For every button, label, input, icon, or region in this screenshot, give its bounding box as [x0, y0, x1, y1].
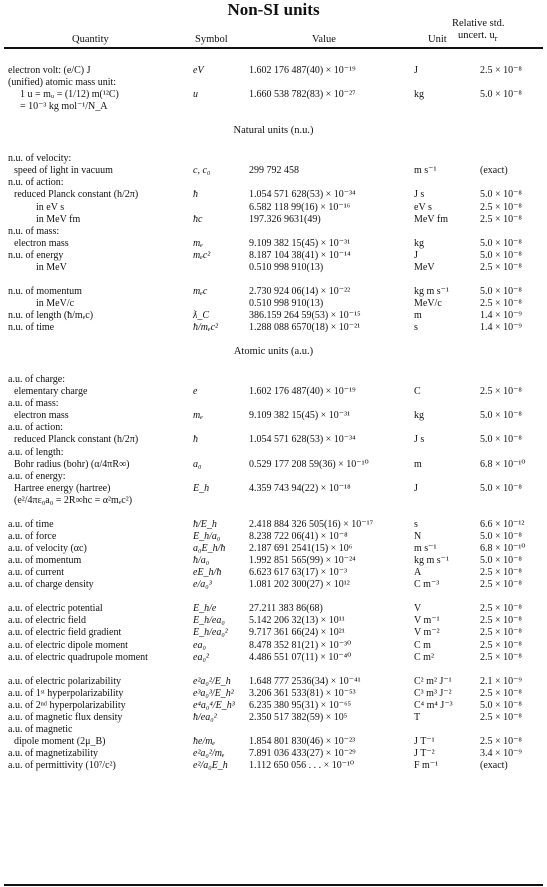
unit-cell: m s⁻¹ — [414, 165, 437, 177]
quantity-cell: n.u. of mass: — [8, 225, 60, 237]
table-row — [0, 615, 547, 627]
quantity-cell: electron mass — [14, 237, 69, 249]
quantity-cell: in MeV — [36, 261, 67, 273]
value-cell: 1.602 176 487(40) × 10⁻¹⁹ — [249, 65, 356, 76]
uncertainty-cell: 2.5 × 10⁻⁸ — [480, 261, 522, 273]
uncertainty-cell: 2.5 × 10⁻⁸ — [480, 711, 522, 723]
table-row — [0, 250, 547, 262]
symbol-cell: mₑc — [193, 285, 208, 297]
header-value: Value — [312, 34, 336, 45]
quantity-cell: a.u. of magnetizability — [8, 748, 98, 759]
uncertainty-cell: 2.5 × 10⁻⁸ — [480, 213, 522, 225]
value-cell: 8.238 722 06(41) × 10⁻⁸ — [249, 530, 348, 542]
unit-cell: A — [414, 567, 422, 579]
quantity-cell: n.u. of energy — [8, 249, 64, 261]
symbol-cell: u — [193, 89, 198, 101]
symbol-cell: e/a₀³ — [193, 579, 212, 591]
unit-cell: MeV/c — [414, 298, 442, 309]
unit-cell: J — [414, 249, 418, 261]
table-row — [0, 640, 547, 652]
uncertainty-cell: 5.0 × 10⁻⁸ — [480, 699, 522, 711]
unit-cell: V — [414, 603, 422, 615]
symbol-cell: mₑ — [193, 410, 203, 422]
table-row — [0, 579, 547, 591]
unit-cell: V m⁻² — [414, 627, 440, 639]
uncertainty-cell: 2.5 × 10⁻⁸ — [480, 615, 522, 627]
symbol-cell: ƛ_C — [193, 310, 210, 321]
table-row — [0, 65, 547, 77]
unit-cell: J T⁻² — [414, 748, 435, 759]
table-row — [0, 165, 547, 177]
unit-cell: C m — [414, 639, 431, 651]
unit-cell: C m² — [414, 651, 434, 663]
symbol-cell: e³a₀³/E_h² — [193, 687, 234, 699]
quantity-cell: a.u. of action: — [8, 422, 63, 434]
uncertainty-cell: (exact) — [480, 165, 508, 177]
table-row — [0, 422, 547, 434]
unit-cell: C — [414, 386, 421, 398]
value-cell: 1.602 176 487(40) × 10⁻¹⁹ — [249, 386, 356, 398]
uncertainty-cell: 2.5 × 10⁻⁸ — [480, 735, 522, 747]
uncertainty-cell: 5.0 × 10⁻⁸ — [480, 410, 522, 422]
quantity-cell: a.u. of charge density — [8, 579, 94, 591]
value-cell: 1.112 650 056 . . . × 10⁻¹⁰ — [249, 760, 355, 772]
quantity-cell: a.u. of electric field gradient — [8, 627, 122, 639]
quantity-cell: electron mass — [14, 410, 69, 422]
quantity-cell: a.u. of 1ˢᵗ hyperpolarizability — [8, 687, 124, 699]
quantity-cell: n.u. of length (ħ/mₑc) — [8, 310, 94, 321]
symbol-cell: e⁴a₀⁴/E_h³ — [193, 699, 235, 711]
page-title: Non-SI units — [227, 0, 320, 19]
unit-cell: MeV — [414, 261, 435, 273]
table-row — [0, 688, 547, 700]
uncertainty-cell: 2.5 × 10⁻⁸ — [480, 651, 522, 663]
quantity-cell: n.u. of velocity: — [8, 153, 72, 165]
quantity-cell: 1 u = mᵤ = (1/12) m(¹²C) — [20, 89, 119, 101]
header-unit: Unit — [428, 34, 447, 45]
table-row — [0, 77, 547, 89]
value-cell: 4.486 551 07(11) × 10⁻⁴⁰ — [249, 651, 352, 663]
value-cell: 197.326 9631(49) — [249, 213, 321, 225]
header-rule — [4, 47, 543, 49]
value-cell: 8.478 352 81(21) × 10⁻³⁰ — [249, 639, 352, 651]
value-cell: 386.159 264 59(53) × 10⁻¹⁵ — [249, 310, 361, 321]
quantity-cell: a.u. of length: — [8, 446, 64, 458]
value-cell: 299 792 458 — [249, 165, 299, 177]
uncertainty-cell: 2.5 × 10⁻⁸ — [480, 567, 522, 579]
table-row — [0, 507, 547, 519]
uncertainty-cell: 2.5 × 10⁻⁸ — [480, 201, 522, 213]
symbol-cell: a₀ — [193, 458, 202, 470]
uncertainty-cell: 5.0 × 10⁻⁸ — [480, 555, 522, 566]
unit-cell: kg — [414, 237, 424, 249]
header-relative-line1: Relative std. — [452, 18, 505, 29]
table-row — [0, 591, 547, 603]
table-row — [0, 760, 547, 772]
value-cell: 2.187 691 2541(15) × 10⁶ — [249, 543, 353, 554]
table-row — [0, 555, 547, 567]
symbol-cell: mₑ — [193, 237, 203, 249]
unit-cell: T — [414, 711, 421, 723]
quantity-cell: = 10⁻³ kg mol⁻¹/N_A — [20, 101, 108, 113]
table-row — [0, 298, 547, 310]
unit-cell: m s⁻¹ — [414, 543, 437, 554]
table-row — [0, 676, 547, 688]
quantity-cell: electron volt: (e/C) J — [8, 65, 91, 76]
unit-cell: J s — [414, 189, 425, 201]
value-cell: 0.510 998 910(13) — [249, 261, 324, 273]
quantity-cell: a.u. of magnetic — [8, 723, 73, 735]
table-row — [0, 398, 547, 410]
table-row — [0, 386, 547, 398]
table-row — [0, 101, 547, 113]
table-row — [0, 664, 547, 676]
unit-cell: kg m s⁻¹ — [414, 285, 449, 297]
table-row — [0, 322, 547, 334]
quantity-cell: a.u. of charge: — [8, 374, 66, 386]
symbol-cell: mₑc² — [193, 249, 211, 261]
unit-cell: J — [414, 482, 418, 494]
table-row — [0, 226, 547, 238]
uncertainty-cell: 2.5 × 10⁻⁸ — [480, 298, 522, 309]
unit-cell: C² m² J⁻¹ — [414, 675, 452, 687]
uncertainty-cell: 2.5 × 10⁻⁸ — [480, 65, 522, 76]
value-cell: 3.206 361 533(81) × 10⁻⁵³ — [249, 687, 356, 699]
value-cell: 2.730 924 06(14) × 10⁻²² — [249, 285, 351, 297]
uncertainty-cell: 6.8 × 10⁻¹⁰ — [480, 543, 526, 554]
table-row — [0, 459, 547, 471]
table-row — [0, 310, 547, 322]
value-cell: 1.648 777 2536(34) × 10⁻⁴¹ — [249, 675, 361, 687]
unit-cell: m — [414, 310, 422, 321]
table-row — [0, 483, 547, 495]
quantity-cell: speed of light in vacuum — [14, 165, 113, 177]
symbol-cell: ħ/E_h — [193, 518, 217, 530]
uncertainty-cell: 2.5 × 10⁻⁸ — [480, 579, 522, 591]
footer-rule — [4, 884, 543, 886]
value-cell: 6.235 380 95(31) × 10⁻⁶⁵ — [249, 699, 352, 711]
table-row — [0, 748, 547, 760]
symbol-cell: e²/a₀E_h — [193, 760, 228, 772]
quantity-cell: n.u. of action: — [8, 177, 64, 189]
quantity-cell: reduced Planck constant (h/2π) — [14, 189, 139, 201]
value-cell: 1.992 851 565(99) × 10⁻²⁴ — [249, 555, 356, 566]
header-relative-line2: uncert. $u_r$ — [458, 30, 498, 44]
quantity-cell: a.u. of magnetic flux density — [8, 711, 123, 723]
uncertainty-cell: 5.0 × 10⁻⁸ — [480, 434, 522, 446]
symbol-cell: c, c₀ — [193, 165, 211, 177]
uncertainty-cell: 5.0 × 10⁻⁸ — [480, 189, 522, 201]
uncertainty-cell: 2.5 × 10⁻⁸ — [480, 386, 522, 398]
quantity-cell: Bohr radius (bohr) (α/4πR∞) — [14, 458, 130, 470]
quantity-cell: a.u. of electric dipole moment — [8, 639, 128, 651]
uncertainty-cell: 5.0 × 10⁻⁸ — [480, 89, 522, 101]
uncertainty-cell: 5.0 × 10⁻⁸ — [480, 237, 522, 249]
table-row — [0, 700, 547, 712]
uncertainty-cell: (exact) — [480, 760, 508, 772]
uncertainty-cell: 2.5 × 10⁻⁸ — [480, 639, 522, 651]
symbol-cell: ħ — [193, 434, 198, 446]
unit-cell: J — [414, 65, 418, 76]
table-row — [0, 286, 547, 298]
unit-cell: V m⁻¹ — [414, 615, 440, 627]
uncertainty-cell: 2.5 × 10⁻⁸ — [480, 603, 522, 615]
symbol-cell: E_h/ea₀ — [193, 615, 225, 627]
value-cell: 5.142 206 32(13) × 10¹¹ — [249, 615, 345, 627]
uncertainty-cell: 5.0 × 10⁻⁸ — [480, 482, 522, 494]
unit-cell: s — [414, 322, 418, 334]
section-title: Natural units (n.u.) — [233, 125, 314, 137]
value-cell: 2.350 517 382(59) × 10⁵ — [249, 711, 348, 723]
unit-cell: N — [414, 530, 422, 542]
uncertainty-cell: 1.4 × 10⁻⁹ — [480, 322, 522, 334]
value-cell: 1.054 571 628(53) × 10⁻³⁴ — [249, 434, 356, 446]
symbol-cell: e²a₀²/E_h — [193, 675, 231, 687]
value-cell: 1.660 538 782(83) × 10⁻²⁷ — [249, 89, 356, 101]
unit-cell: eV s — [414, 201, 432, 213]
quantity-cell: (e²/4πε₀a₀ = 2R∞hc = α²mₑc²) — [14, 494, 133, 506]
table-row — [0, 214, 547, 226]
uncertainty-cell: 3.4 × 10⁻⁹ — [480, 748, 522, 759]
uncertainty-cell: 5.0 × 10⁻⁸ — [480, 249, 522, 261]
unit-cell: MeV fm — [414, 213, 448, 225]
symbol-cell: ħ/a₀ — [193, 555, 210, 566]
unit-cell: C m⁻³ — [414, 579, 440, 591]
table-row — [0, 189, 547, 201]
value-cell: 0.510 998 910(13) — [249, 298, 324, 309]
symbol-cell: eV — [193, 65, 204, 76]
table-row — [0, 434, 547, 446]
quantity-cell: a.u. of current — [8, 567, 65, 579]
symbol-cell: ea₀ — [193, 639, 206, 651]
quantity-cell: elementary charge — [14, 386, 88, 398]
table-row — [0, 567, 547, 579]
value-cell: 8.187 104 38(41) × 10⁻¹⁴ — [249, 249, 351, 261]
uncertainty-cell: 2.1 × 10⁻⁹ — [480, 675, 522, 687]
symbol-cell: ħe/mₑ — [193, 735, 216, 747]
value-cell: 1.288 088 6570(18) × 10⁻²¹ — [249, 322, 361, 334]
table-row — [0, 495, 547, 507]
section-title: Atomic units (a.u.) — [233, 346, 314, 358]
symbol-cell: E_h/e — [193, 603, 217, 615]
table-row — [0, 712, 547, 724]
quantity-cell: in MeV/c — [36, 298, 75, 309]
table-row — [0, 410, 547, 422]
value-cell: 2.418 884 326 505(16) × 10⁻¹⁷ — [249, 518, 374, 530]
quantity-cell: a.u. of electric polarizability — [8, 675, 122, 687]
quantity-cell: a.u. of electric field — [8, 615, 87, 627]
symbol-cell: ħc — [193, 213, 203, 225]
value-cell: 7.891 036 433(27) × 10⁻²⁹ — [249, 748, 356, 759]
value-cell: 0.529 177 208 59(36) × 10⁻¹⁰ — [249, 458, 369, 470]
quantity-cell: reduced Planck constant (h/2π) — [14, 434, 139, 446]
quantity-cell: dipole moment (2μ_B) — [14, 735, 106, 747]
table-row — [0, 274, 547, 286]
table-row — [0, 531, 547, 543]
table-row — [0, 238, 547, 250]
symbol-cell: eE_h/ħ — [193, 567, 222, 579]
table-row — [0, 374, 547, 386]
uncertainty-cell: 5.0 × 10⁻⁸ — [480, 530, 522, 542]
value-cell: 9.109 382 15(45) × 10⁻³¹ — [249, 410, 351, 422]
symbol-cell: ħ/ea₀² — [193, 711, 217, 723]
symbol-cell: ea₀² — [193, 651, 209, 663]
uncertainty-cell: 6.8 × 10⁻¹⁰ — [480, 458, 526, 470]
value-cell: 27.211 383 86(68) — [249, 603, 323, 615]
quantity-cell: a.u. of 2ⁿᵈ hyperpolarizability — [8, 699, 126, 711]
unit-cell: kg m s⁻¹ — [414, 555, 449, 566]
quantity-cell: a.u. of force — [8, 530, 57, 542]
uncertainty-cell: 6.6 × 10⁻¹² — [480, 518, 525, 530]
value-cell: 9.717 361 66(24) × 10²¹ — [249, 627, 345, 639]
quantity-cell: Hartree energy (hartree) — [14, 482, 111, 494]
table-row — [0, 262, 547, 274]
uncertainty-cell: 5.0 × 10⁻⁸ — [480, 285, 522, 297]
quantity-cell: n.u. of time — [8, 322, 55, 334]
symbol-cell: E_h — [193, 482, 210, 494]
unit-cell: J T⁻¹ — [414, 735, 435, 747]
symbol-cell: E_h/ea₀² — [193, 627, 228, 639]
quantity-cell: a.u. of permittivity (10⁷/c²) — [8, 760, 116, 772]
table-row — [0, 177, 547, 189]
table-row — [0, 202, 547, 214]
unit-cell: kg — [414, 89, 424, 101]
table-row — [0, 724, 547, 736]
value-cell: 6.623 617 63(17) × 10⁻³ — [249, 567, 348, 579]
unit-cell: kg — [414, 410, 424, 422]
uncertainty-cell: 2.5 × 10⁻⁸ — [480, 627, 522, 639]
quantity-cell: a.u. of momentum — [8, 555, 82, 566]
symbol-cell: e²a₀²/mₑ — [193, 748, 225, 759]
table-row — [0, 736, 547, 748]
uncertainty-cell: 1.4 × 10⁻⁹ — [480, 310, 522, 321]
quantity-cell: a.u. of electric potential — [8, 603, 103, 615]
quantity-cell: (unified) atomic mass unit: — [8, 77, 117, 89]
unit-cell: C³ m³ J⁻² — [414, 687, 452, 699]
value-cell: 1.854 801 830(46) × 10⁻²³ — [249, 735, 356, 747]
table-row — [0, 627, 547, 639]
unit-cell: F m⁻¹ — [414, 760, 439, 772]
quantity-cell: a.u. of mass: — [8, 398, 59, 410]
quantity-cell: n.u. of momentum — [8, 285, 82, 297]
unit-cell: m — [414, 458, 422, 470]
quantity-cell: in MeV fm — [36, 213, 81, 225]
symbol-cell: a₀E_h/ħ — [193, 543, 226, 554]
table-row — [0, 153, 547, 165]
table-row — [0, 603, 547, 615]
symbol-cell: ħ — [193, 189, 198, 201]
value-cell: 1.081 202 300(27) × 10¹² — [249, 579, 350, 591]
table-row — [0, 447, 547, 459]
value-cell: 6.582 118 99(16) × 10⁻¹⁶ — [249, 201, 351, 213]
unit-cell: s — [414, 518, 418, 530]
header-quantity: Quantity — [72, 34, 109, 45]
uncertainty-cell: 2.5 × 10⁻⁸ — [480, 687, 522, 699]
quantity-cell: a.u. of velocity (αc) — [8, 543, 87, 554]
symbol-cell: E_h/a₀ — [193, 530, 221, 542]
value-cell: 9.109 382 15(45) × 10⁻³¹ — [249, 237, 351, 249]
unit-cell: C⁴ m⁴ J⁻³ — [414, 699, 453, 711]
quantity-cell: a.u. of energy: — [8, 470, 66, 482]
symbol-cell: ħ/mₑc² — [193, 322, 219, 334]
quantity-cell: a.u. of time — [8, 518, 54, 530]
table-row — [0, 543, 547, 555]
table-row — [0, 652, 547, 664]
quantity-cell: in eV s — [36, 201, 65, 213]
unit-cell: J s — [414, 434, 425, 446]
header-symbol: Symbol — [195, 34, 228, 45]
symbol-cell: e — [193, 386, 198, 398]
value-cell: 1.054 571 628(53) × 10⁻³⁴ — [249, 189, 356, 201]
table-row — [0, 519, 547, 531]
table-row — [0, 89, 547, 101]
table-row — [0, 471, 547, 483]
value-cell: 4.359 743 94(22) × 10⁻¹⁸ — [249, 482, 351, 494]
quantity-cell: a.u. of electric quadrupole moment — [8, 651, 148, 663]
